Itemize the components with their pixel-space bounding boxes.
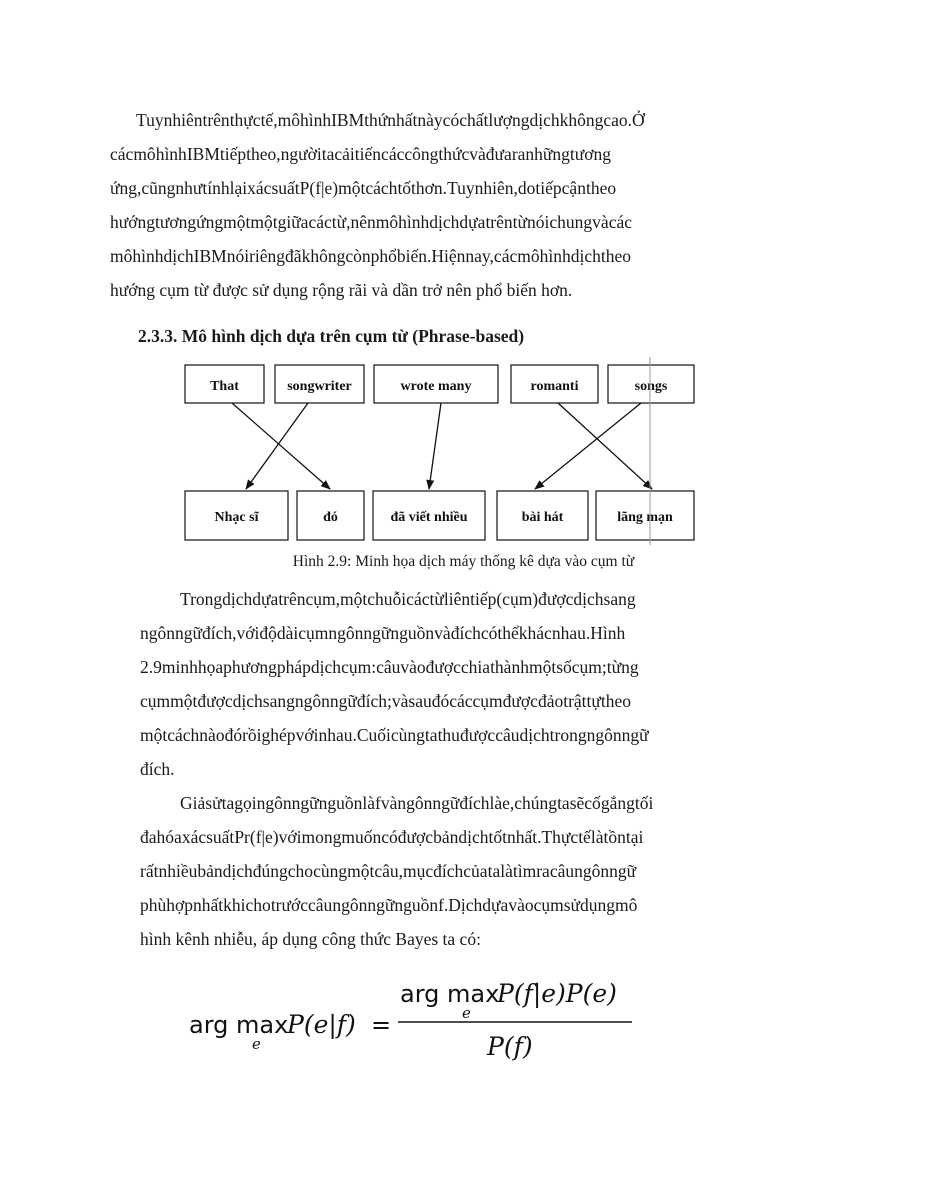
text-line: hướngtươngứngmộtmộtgiữacáctừ,nênmôhìnhdịchdựatrêntừnóichungvàcác: [110, 212, 632, 232]
source-phrase-label: That: [210, 379, 239, 394]
text-line: cụmmộtđượcdịchsangngônngữđích;vàsauđócáccụmđượcđảotrậttựtheo: [140, 691, 632, 711]
text-line: hướng cụm từ được sử dụng rộng rãi và dần trở nên phổ biến hơn.: [110, 280, 573, 300]
figure-caption: Hình 2.9: Minh họa dịch máy thống kê dựa vào cụm từ: [292, 553, 635, 570]
source-phrase-label: wrote many: [400, 379, 472, 394]
text-line: Giảsửtagọingônngữnguồnlàfvàngônngữđíchlàe,chúngtasẽcốgắngtối: [180, 793, 654, 813]
equals-sign: =: [371, 1011, 392, 1039]
phrase-alignment-diagram: [0, 355, 927, 550]
source-phrase-label: romanti: [530, 379, 579, 394]
text-line: ngônngữđích,vớiđộdàicụmngônngữnguồnvàđíchcóthểkhácnhau.Hình: [140, 623, 626, 643]
alignment-arrow: [535, 403, 641, 489]
text-line: mộtcáchnàođórồighépvớinhau.Cuốicùngtathuđượccâudịchtrongngônngữ: [140, 725, 649, 745]
bayes-formula: [185, 975, 655, 1070]
target-phrase-label: đó: [323, 510, 338, 525]
source-phrase-box: [275, 365, 364, 403]
source-phrase-label: songs: [634, 379, 668, 394]
target-phrase-label: bài hát: [521, 510, 564, 525]
target-phrase-box: [497, 491, 588, 540]
source-phrase-box: [374, 365, 498, 403]
paragraph-noisy-channel: [140, 786, 813, 956]
target-phrase-box: [297, 491, 364, 540]
target-phrase-label: lãng mạn: [617, 510, 673, 525]
target-phrase-box: [373, 491, 485, 540]
alignment-arrow: [429, 403, 441, 489]
source-phrase-label: songwriter: [287, 379, 352, 394]
target-phrase-box: [185, 491, 288, 540]
paragraph-phrase-translation: [140, 582, 813, 786]
alignment-arrow: [558, 403, 652, 489]
source-phrase-box: [185, 365, 264, 403]
alignment-arrow: [246, 403, 308, 489]
text-line: hình kênh nhiễu, áp dụng công thức Bayes ta có:: [140, 929, 481, 949]
target-phrase-box: [596, 491, 694, 540]
target-phrase-label: đã viết nhiều: [390, 510, 468, 525]
text-line: ứng,cũngnhưtínhlạixácsuấtP(f|e)mộtcáchtốthơn.Tuynhiên,dotiếpcậntheo: [110, 178, 617, 198]
text-line: môhìnhdịchIBMnóiriêngđãkhôngcònphổbiến.Hiệnnay,cácmôhìnhdịchtheo: [110, 246, 632, 266]
numerator-argmax: arg max: [400, 980, 500, 1008]
text-line: cácmôhìnhIBMtiếptheo,ngườitacảitiếncáccôngthứcvàđưaranhữngtương: [110, 144, 612, 164]
target-phrase-label: Nhạc sĩ: [214, 510, 259, 525]
paragraph-ibm-models: [110, 103, 818, 307]
alignment-arrow: [232, 403, 330, 489]
numerator-expression: P(f|e)P(e): [497, 979, 617, 1008]
text-line: Tuynhiêntrênthựctế,môhìnhIBMthứnhấtnàycóchấtlượngdịchkhôngcao.Ở: [136, 110, 645, 130]
text-line: 2.9minhhọaphươngphápdịchcụm:câuvàođượcchiathànhmộtsốcụm;từng: [140, 657, 639, 677]
numerator-subscript: e: [462, 1004, 471, 1022]
lhs-probability: P(e|f): [287, 1010, 356, 1039]
text-line: phùhợpnhấtkhichotrướccâungônngữnguồnf.Dịchdựavàocụmsửdụngmô: [140, 895, 638, 915]
text-line: đahóaxácsuấtPr(f|e)vớimongmuốncóđượcbảndịchtốtnhất.Thựctếlàtồntại: [140, 827, 644, 847]
text-line: Trongdịchdựatrêncụm,mộtchuỗicáctừliêntiếp(cụm)đượcdịchsang: [180, 589, 636, 609]
text-line: rấtnhiềubảndịchđúngchocùngmộtcâu,mụcđíchcủatalàtìmracâungônngữ: [140, 861, 637, 881]
denominator-expression: P(f): [487, 1032, 533, 1061]
source-phrase-box: [511, 365, 598, 403]
source-phrase-box: [608, 365, 694, 403]
lhs-argmax: arg max: [189, 1011, 289, 1039]
lhs-subscript: e: [252, 1035, 261, 1053]
section-heading: 2.3.3. Mô hình dịch dựa trên cụm từ (Phrase-based): [138, 326, 525, 346]
text-line: đích.: [140, 759, 175, 779]
